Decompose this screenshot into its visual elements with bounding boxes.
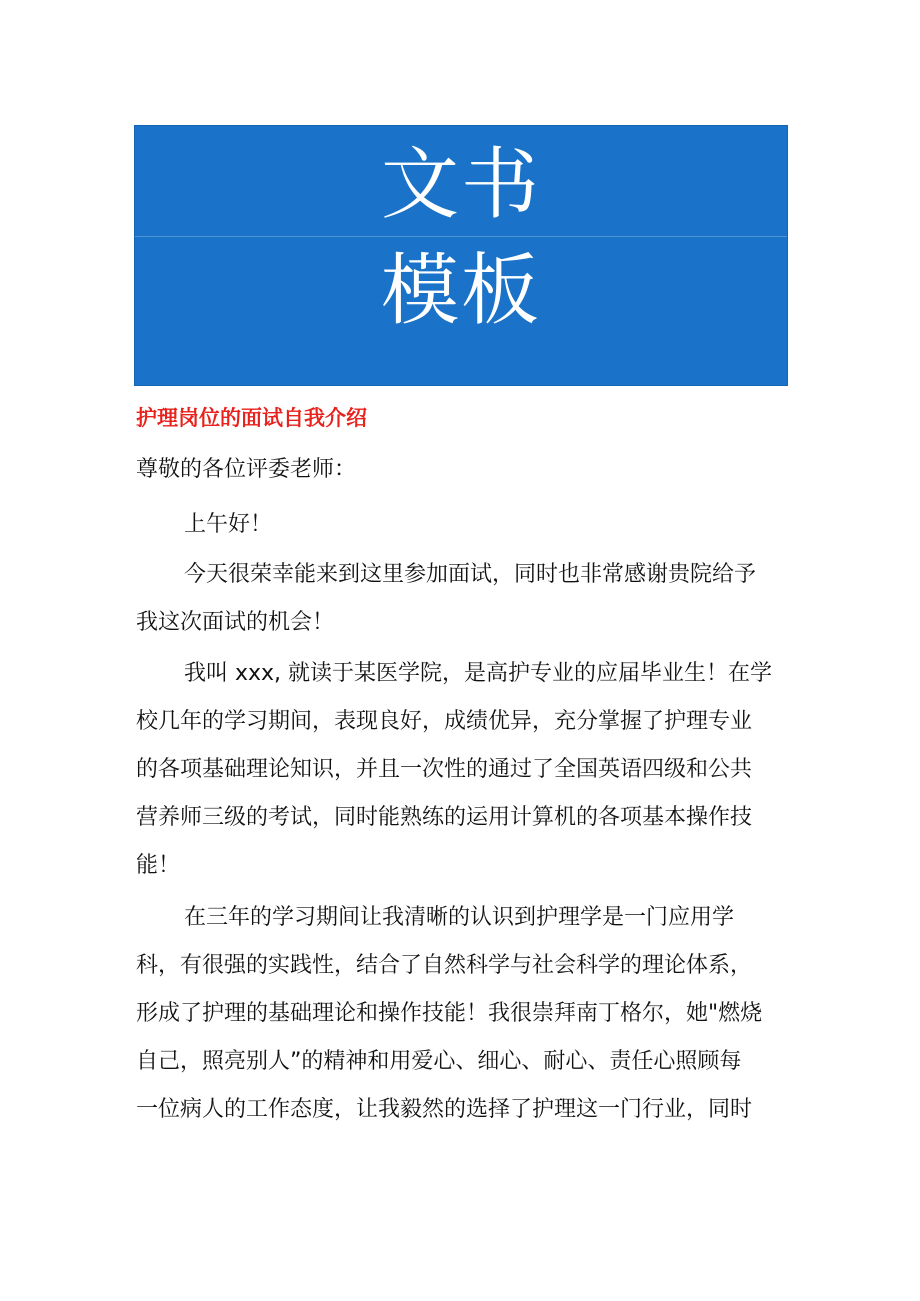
paragraph-2-line-3: 的各项基础理论知识，并且一次性的通过了全国英语四级和公共 — [136, 757, 753, 782]
paragraph-2-line-4: 营养师三级的考试，同时能熟练的运用计算机的各项基本操作技 — [136, 805, 753, 830]
banner-title-line-1: 文书 — [380, 140, 541, 230]
paragraph-3-line-2: 科，有很强的实践性，结合了自然科学与社会科学的理论体系， — [136, 953, 753, 978]
banner-divider — [135, 236, 787, 237]
paragraph-2-line-2: 校几年的学习期间，表现良好，成绩优异，充分掌握了护理专业 — [136, 709, 753, 734]
paragraph-3-line-1: 在三年的学习期间让我清晰的认识到护理学是一门应用学 — [184, 905, 735, 930]
paragraph-1-line-2: 我这次面试的机会！ — [136, 610, 335, 635]
greeting: 上午好！ — [184, 512, 273, 537]
salutation: 尊敬的各位评委老师： — [136, 457, 357, 482]
paragraph-3-line-3: 形成了护理的基础理论和操作技能！我很崇拜南丁格尔，她"燃烧 — [136, 1001, 763, 1026]
paragraph-2-line-1: 我叫 xxx, 就读于某医学院，是高护专业的应届毕业生！在学 — [184, 661, 773, 686]
paragraph-2-line-5: 能！ — [136, 853, 181, 878]
document-title: 护理岗位的面试自我介绍 — [136, 406, 367, 430]
paragraph-1-line-1: 今天很荣幸能来到这里参加面试，同时也非常感谢贵院给予 — [184, 562, 757, 587]
paragraph-3-line-4: 自己，照亮别人”的精神和用爱心、细心、耐心、责任心照顾每 — [136, 1049, 742, 1074]
banner-title-line-2: 模板 — [380, 246, 541, 336]
paragraph-3-line-5: 一位病人的工作态度，让我毅然的选择了护理这一门行业，同时 — [136, 1097, 753, 1122]
